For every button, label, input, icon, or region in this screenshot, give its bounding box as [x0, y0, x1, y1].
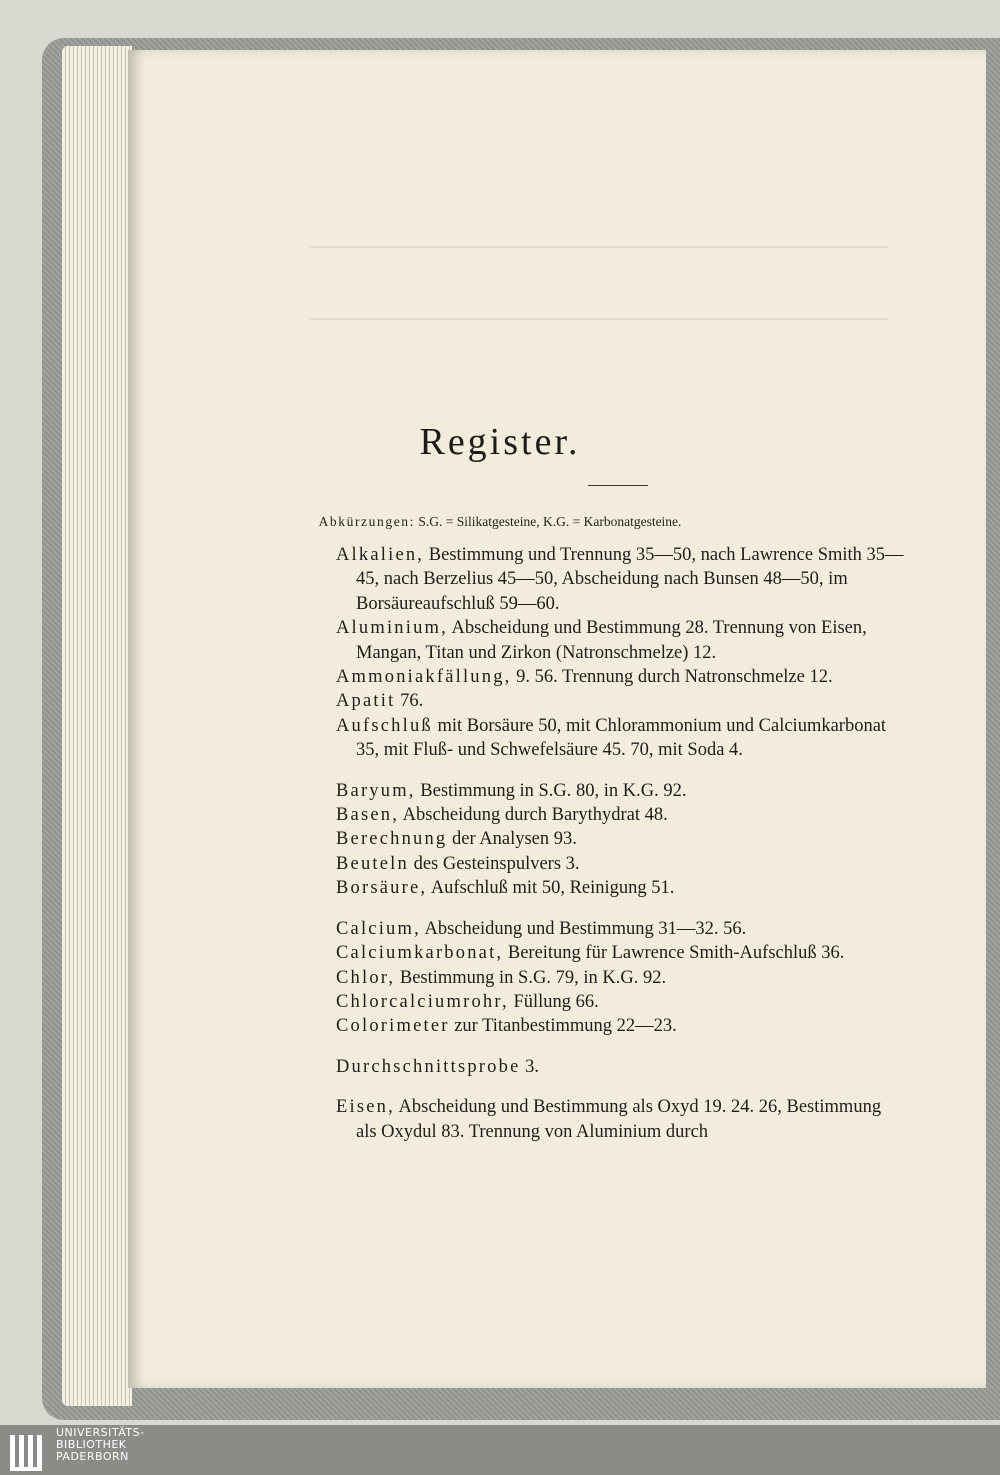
register-entry	[336, 1095, 906, 1144]
title-rule	[588, 485, 648, 486]
register-entry	[336, 616, 906, 665]
entry-text: des Gesteinspulvers 3.	[408, 853, 580, 874]
entry-headword: Calciumkarbonat,	[336, 943, 504, 964]
group-gap	[336, 1039, 906, 1055]
entry-headword: Apatit	[336, 691, 396, 712]
abbreviations-text: S.G. = Silikatgesteine, K.G. = Karbonatgesteine.	[418, 514, 682, 529]
register-entry	[336, 827, 906, 851]
group-gap	[336, 901, 906, 917]
entry-headword: Baryum,	[336, 780, 416, 801]
register-entry	[336, 966, 906, 990]
entry-text: Bestimmung in S.G. 79, in K.G. 92.	[395, 967, 667, 988]
logo-line-1: UNIVERSITÄTS-	[56, 1426, 145, 1439]
entry-headword: Chlorcalciumrohr,	[336, 991, 509, 1012]
page-title: Register.	[419, 421, 581, 463]
logo-line-2: BIBLIOTHEK	[56, 1438, 127, 1451]
entry-headword: Alkalien,	[336, 545, 425, 565]
entry-text: Bereitung für Lawrence Smith-Aufschluß 36.	[503, 943, 845, 964]
register-entry	[336, 665, 906, 689]
register-entry	[336, 941, 906, 965]
entry-text: zur Titanbestimmung 22—23.	[449, 1016, 677, 1037]
abbreviations-note	[0, 514, 1000, 530]
entry-text: Abscheidung und Bestimmung als Oxyd 19. 24. 26, Bestimmung als Oxydul 83. Trennung von Aluminium durch	[356, 1097, 882, 1142]
entry-headword: Colorimeter	[336, 1016, 450, 1037]
page-edges	[62, 46, 132, 1406]
gutter-shadow	[128, 50, 146, 1388]
register-entry	[336, 876, 906, 900]
entry-headword: Calcium,	[336, 918, 421, 939]
register-entry	[336, 803, 906, 827]
entry-headword: Beuteln	[336, 853, 409, 874]
entry-text: Bestimmung in S.G. 80, in K.G. 92.	[415, 780, 687, 801]
entry-text: 3.	[520, 1056, 539, 1077]
entry-text: Füllung 66.	[508, 991, 599, 1012]
entry-text: mit Borsäure 50, mit Chlorammonium und Calciumkarbonat 35, mit Fluß- und Schwefelsäure 45. 70, mit Soda 4.	[356, 715, 887, 761]
entry-headword: Ammoniakfällung,	[336, 667, 512, 688]
library-columns-icon	[6, 1429, 50, 1473]
register-entries	[336, 543, 906, 1144]
entry-text: Abscheidung und Bestimmung 31—32. 56.	[420, 918, 747, 939]
register-entry	[336, 779, 906, 803]
entry-text: 76.	[395, 691, 424, 712]
register-entry	[336, 714, 906, 763]
footer-bar	[0, 1425, 1000, 1475]
logo-line-3: PADERBORN	[56, 1450, 129, 1463]
entry-text: der Analysen 93.	[447, 829, 577, 850]
entry-headword: Chlor,	[336, 967, 396, 988]
entry-text: Bestimmung und Trennung 35—50, nach Lawrence Smith 35—45, nach Berzelius 45—50, Abscheidung nach Bunsen 48—50, im Borsäureaufschluß 59—60.	[356, 545, 904, 614]
register-entry	[336, 1055, 906, 1079]
register-entry	[336, 543, 906, 616]
library-logo-text	[56, 1427, 145, 1463]
abbreviations-label: Abkürzungen:	[318, 514, 415, 529]
entry-headword: Basen,	[336, 805, 400, 826]
register-entry	[336, 917, 906, 941]
entry-headword: Eisen,	[336, 1097, 395, 1118]
entry-text: 9. 56. Trennung durch Natronschmelze 12.	[511, 667, 833, 688]
register-entry	[336, 689, 906, 713]
register-entry	[336, 1014, 906, 1038]
entry-headword: Berechnung	[336, 829, 448, 850]
entry-text: Abscheidung durch Barythydrat 48.	[399, 805, 668, 826]
register-entry	[336, 852, 906, 876]
entry-headword: Durchschnittsprobe	[336, 1056, 521, 1077]
entry-headword: Aufschluß	[336, 715, 433, 736]
register-entry	[336, 990, 906, 1014]
entry-text: Abscheidung und Bestimmung 28. Trennung von Eisen, Mangan, Titan und Zirkon (Natronschmelze) 12.	[356, 618, 867, 663]
entry-headword: Aluminium,	[336, 618, 448, 639]
group-gap	[336, 763, 906, 779]
entry-headword: Borsäure,	[336, 878, 428, 899]
show-through-rule	[310, 318, 888, 320]
show-through-rule	[310, 246, 888, 248]
entry-text: Aufschluß mit 50, Reinigung 51.	[427, 878, 675, 899]
group-gap	[336, 1079, 906, 1095]
